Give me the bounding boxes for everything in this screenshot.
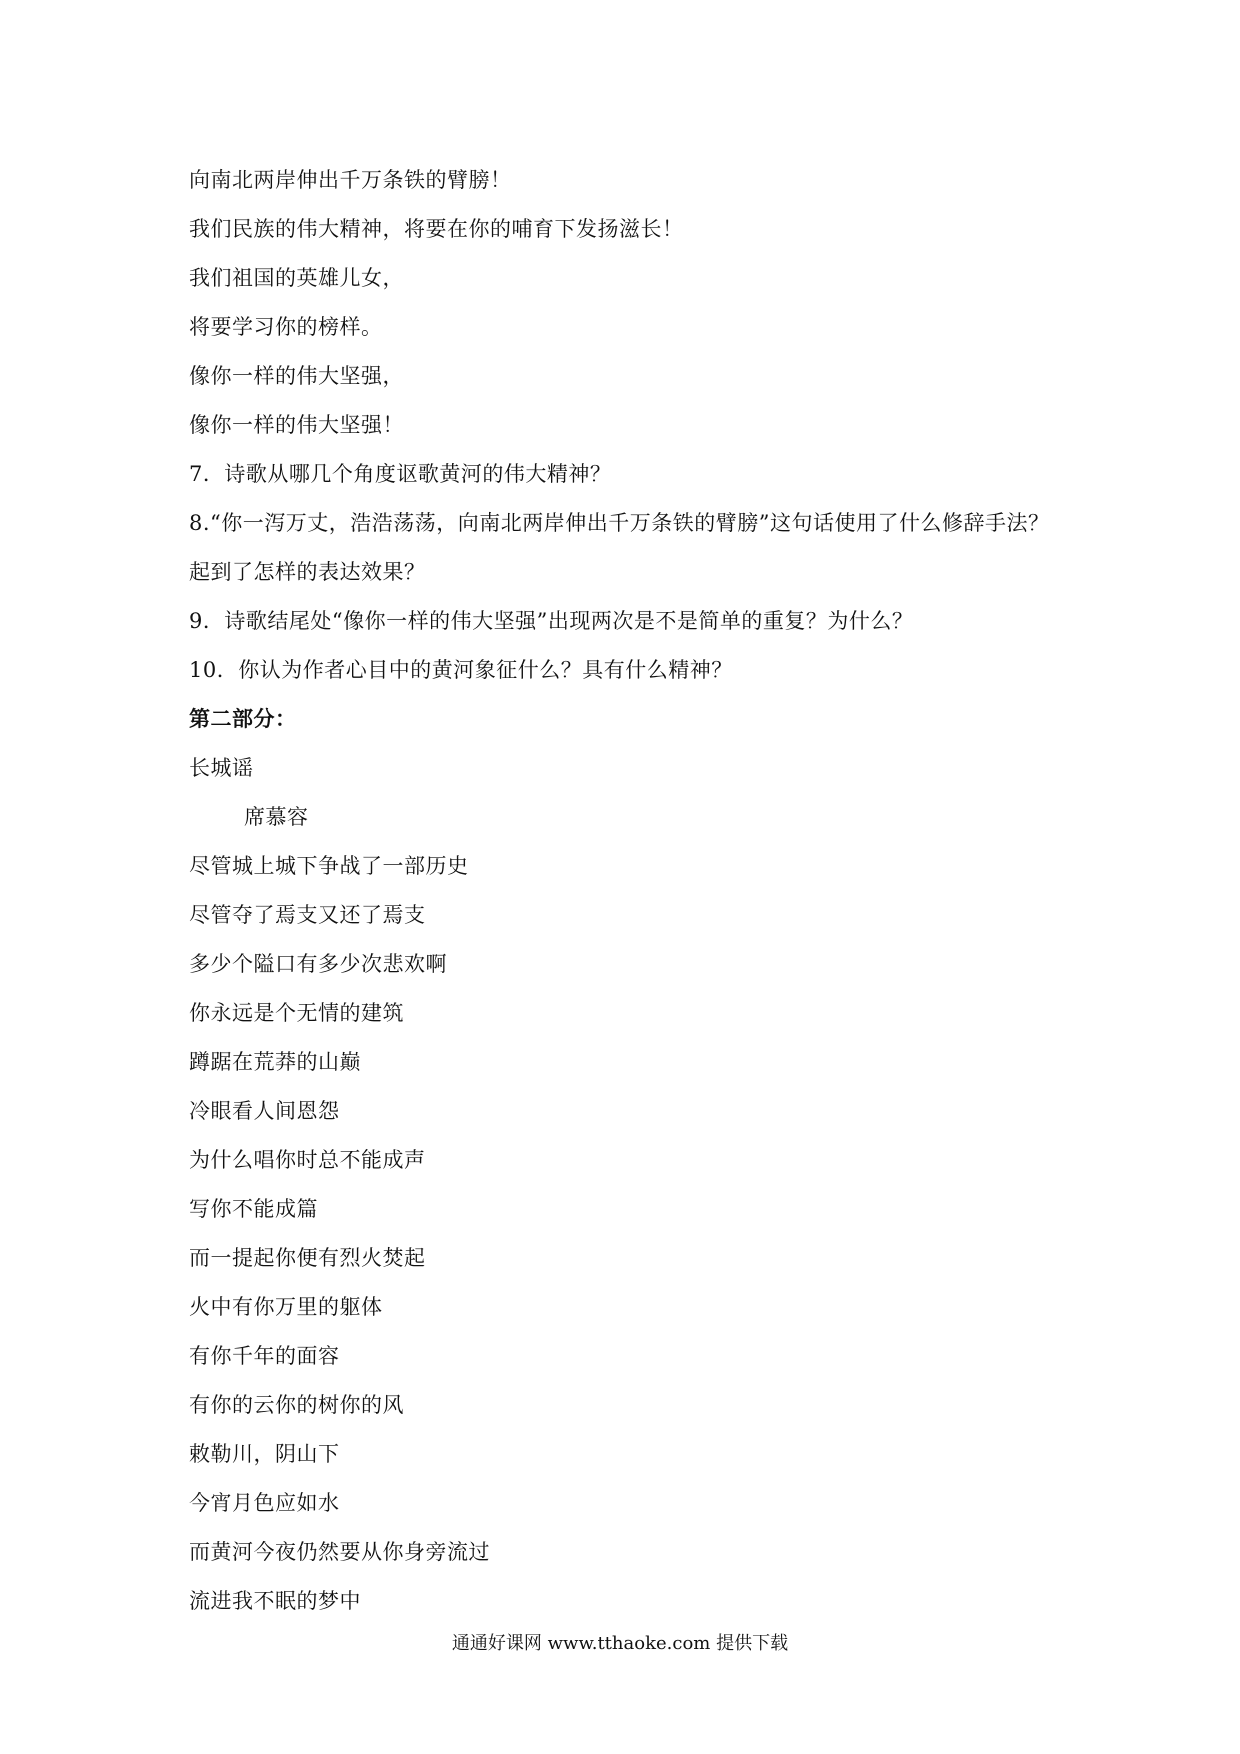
section-heading: 第二部分： bbox=[189, 707, 297, 731]
text-line: 今宵月色应如水 bbox=[189, 1491, 340, 1515]
text-line: 9．诗歌结尾处“像你一样的伟大坚强”出现两次是不是简单的重复？为什么？ bbox=[189, 609, 914, 633]
text-line: 像你一样的伟大坚强， bbox=[189, 364, 404, 388]
text-line: 起到了怎样的表达效果？ bbox=[189, 560, 426, 584]
text-line: 冷眼看人间恩怨 bbox=[189, 1099, 340, 1123]
text-line: 8.“你一泻万丈，浩浩荡荡，向南北两岸伸出千万条铁的臂膀”这句话使用了什么修辞手法？ bbox=[189, 511, 1050, 535]
poem-title: 长城谣 bbox=[189, 756, 254, 780]
text-line: 尽管城上城下争战了一部历史 bbox=[189, 854, 469, 878]
text-line: 写你不能成篇 bbox=[189, 1197, 318, 1221]
text-line: 多少个隘口有多少次悲欢啊 bbox=[189, 952, 447, 976]
text-line: 10．你认为作者心目中的黄河象征什么？具有什么精神？ bbox=[189, 658, 733, 682]
text-line: 像你一样的伟大坚强！ bbox=[189, 413, 404, 437]
text-line: 将要学习你的榜样。 bbox=[189, 315, 383, 339]
text-line: 为什么唱你时总不能成声 bbox=[189, 1148, 426, 1172]
text-line: 敕勒川，阴山下 bbox=[189, 1442, 340, 1466]
poem-author: 席慕容 bbox=[244, 805, 309, 829]
text-line: 有你的云你的树你的风 bbox=[189, 1393, 404, 1417]
text-line: 尽管夺了焉支又还了焉支 bbox=[189, 903, 426, 927]
page-footer: 通通好课网 www.tthaoke.com 提供下载 bbox=[451, 1633, 789, 1654]
document-body bbox=[189, 156, 1089, 1626]
text-line: 火中有你万里的躯体 bbox=[189, 1295, 383, 1319]
text-line: 蹲踞在荒莽的山巅 bbox=[189, 1050, 361, 1074]
text-line: 7．诗歌从哪几个角度讴歌黄河的伟大精神？ bbox=[189, 462, 612, 486]
text-line: 我们祖国的英雄儿女， bbox=[189, 266, 404, 290]
text-line: 而黄河今夜仍然要从你身旁流过 bbox=[189, 1540, 490, 1564]
text-line: 有你千年的面容 bbox=[189, 1344, 340, 1368]
text-line: 我们民族的伟大精神，将要在你的哺育下发扬滋长！ bbox=[189, 217, 684, 241]
text-line: 而一提起你便有烈火焚起 bbox=[189, 1246, 426, 1270]
text-line: 向南北两岸伸出千万条铁的臂膀！ bbox=[189, 168, 512, 192]
text-line: 你永远是个无情的建筑 bbox=[189, 1001, 404, 1025]
text-line: 流进我不眠的梦中 bbox=[189, 1589, 361, 1613]
